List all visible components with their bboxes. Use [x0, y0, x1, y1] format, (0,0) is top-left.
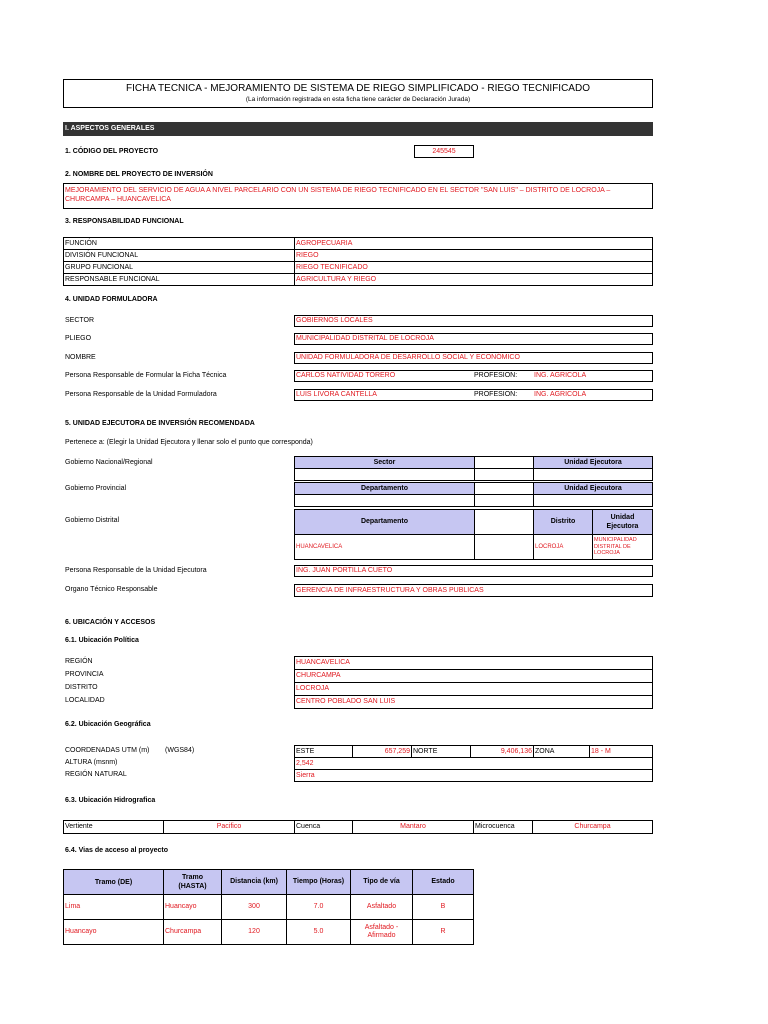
- resp-key: GRUPO FUNCIONAL: [64, 262, 295, 274]
- table-row: [64, 262, 653, 274]
- table-row: [295, 758, 653, 770]
- vias-estado: R: [413, 920, 474, 945]
- ue-ot-value: GERENCIA DE INFRAESTRUCTURA Y OBRAS PUBLICAS: [294, 584, 653, 597]
- uf-p1-prof-label: PROFESION:: [474, 372, 518, 379]
- ue-gn-head-sector: Sector: [295, 457, 475, 469]
- table-row: [64, 250, 653, 262]
- vias-hasta: Huancayo: [164, 895, 222, 920]
- ue-label: 5. UNIDAD EJECUTORA DE INVERSIÓN RECOMENDADA: [65, 420, 255, 427]
- geo-reg-label: REGIÓN NATURAL: [65, 771, 127, 778]
- uf-p2-prof-value: ING. AGRICOLA: [534, 391, 587, 398]
- table-cell: [295, 495, 475, 507]
- vias-table: [63, 869, 474, 945]
- hid-vert-value: Pacifico: [164, 821, 295, 834]
- table-row: [64, 238, 653, 250]
- uf-p1-prof-value: ING. AGRICOLA: [534, 372, 587, 379]
- table-cell: [475, 535, 534, 560]
- hid-cue-label: Cuenca: [295, 821, 353, 834]
- table-row: [295, 770, 653, 782]
- table-row: [295, 483, 653, 495]
- uf-label: 4. UNIDAD FORMULADORA: [65, 296, 158, 303]
- ue-gd-table: [294, 509, 653, 560]
- table-row: [295, 746, 653, 758]
- hid-table: [63, 820, 653, 834]
- geo-este-label: ESTE: [295, 746, 353, 758]
- hid-vert-label: Vertiente: [64, 821, 164, 834]
- ue-pr-value: ING. JUAN PORTILLA CUETO: [294, 565, 653, 577]
- ubic-hid-label: 6.3. Ubicación Hidrografica: [65, 797, 156, 804]
- ue-gd-head-dep: Departamento: [295, 510, 475, 535]
- pol-table: [294, 656, 653, 709]
- pol-provincia-label: PROVINCIA: [65, 671, 104, 678]
- ue-gp-label: Gobierno Provincial: [65, 485, 127, 492]
- pol-value: CENTRO POBLADO SAN LUIS: [295, 696, 653, 709]
- table-row: [64, 895, 474, 920]
- hid-mic-label: Microcuenca: [474, 821, 533, 834]
- uf-p1-value: CARLOS NATIVIDAD TORERO: [296, 372, 396, 379]
- geo-norte-label: NORTE: [412, 746, 471, 758]
- section-bar-aspectos: I. ASPECTOS GENERALES: [63, 122, 653, 136]
- uf-p2-prof-label: PROFESION:: [474, 391, 518, 398]
- vias-head-tiempo: Tiempo (Horas): [287, 870, 351, 895]
- resp-value: AGRICULTURA Y RIEGO: [295, 274, 653, 286]
- resp-label: 3. RESPONSABILIDAD FUNCIONAL: [65, 218, 184, 225]
- geo-table: [294, 745, 653, 782]
- resp-value: AGROPECUARIA: [295, 238, 653, 250]
- ue-note: Pertenece a: (Elegir la Unidad Ejecutora y llenar solo el punto que corresponda): [65, 439, 313, 446]
- geo-este-value: 657,259: [353, 746, 412, 758]
- geo-alt-label: ALTURA (msnm): [65, 759, 118, 766]
- page-subtitle: (La información registrada en esta ficha tiene carácter de Declaración Jurada): [245, 96, 471, 103]
- codigo-label: 1. CÓDIGO DEL PROYECTO: [65, 148, 159, 155]
- uf-pliego-label: PLIEGO: [65, 335, 92, 342]
- vias-head-tipo: Tipo de vía: [351, 870, 413, 895]
- pol-region-label: REGIÓN: [65, 658, 93, 665]
- table-row: [64, 274, 653, 286]
- table-row: [64, 870, 474, 895]
- vias-de: Lima: [64, 895, 164, 920]
- table-cell: [295, 469, 475, 481]
- ue-gd-head-ue: Unidad Ejecutora: [593, 510, 653, 535]
- ue-gp-head-dep: Departamento: [295, 483, 475, 495]
- uf-pliego-value: MUNICIPALIDAD DISTRITAL DE LOCROJA: [294, 333, 653, 345]
- page-title: FICHA TECNICA - MEJORAMIENTO DE SISTEMA DE RIEGO SIMPLIFICADO - RIEGO TECNIFICADO: [126, 83, 590, 94]
- ue-gp-head-ue: Unidad Ejecutora: [534, 483, 653, 495]
- vias-head-hasta: Tramo (HASTA): [164, 870, 222, 895]
- ue-gd-label: Gobierno Distrital: [65, 517, 120, 524]
- table-row: [295, 495, 653, 507]
- vias-head-estado: Estado: [413, 870, 474, 895]
- vias-estado: B: [413, 895, 474, 920]
- ue-gn-table: [294, 456, 653, 481]
- table-row: [295, 535, 653, 560]
- resp-key: FUNCIÓN: [64, 238, 295, 250]
- resp-table: [63, 237, 653, 286]
- codigo-value: 245545: [414, 145, 474, 158]
- uf-nombre-label: NOMBRE: [65, 354, 96, 361]
- vias-head-de: Tramo (DE): [64, 870, 164, 895]
- resp-key: RESPONSABLE FUNCIONAL: [64, 274, 295, 286]
- vias-tiempo: 5.0: [287, 920, 351, 945]
- ue-gn-label: Gobierno Nacional/Regional: [65, 459, 153, 466]
- table-row: [295, 469, 653, 481]
- ubic-vias-label: 6.4. Vias de acceso al proyecto: [65, 847, 168, 854]
- table-row: [64, 920, 474, 945]
- ue-gd-head-dis: Distrito: [534, 510, 593, 535]
- ue-gd-dep: HUANCAVELICA: [295, 535, 475, 560]
- ubic-label: 6. UBICACIÓN Y ACCESOS: [65, 619, 156, 626]
- table-cell: [534, 469, 653, 481]
- table-row: [295, 683, 653, 696]
- table-cell: [475, 469, 534, 481]
- ubic-pol-label: 6.1. Ubicación Política: [65, 637, 139, 644]
- uf-p1-label: Persona Responsable de Formular la Ficha Técnica: [65, 372, 227, 379]
- table-cell: [534, 495, 653, 507]
- vias-hasta: Churcampa: [164, 920, 222, 945]
- pol-value: LOCROJA: [295, 683, 653, 696]
- uf-sector-value: GOBIERNOS LOCALES: [294, 315, 653, 327]
- ue-gn-head-ue: Unidad Ejecutora: [534, 457, 653, 469]
- ue-gp-table: [294, 482, 653, 507]
- title-box: [63, 79, 653, 108]
- ubic-geo-label: 6.2. Ubicación Geográfica: [65, 721, 151, 728]
- table-row: [295, 657, 653, 670]
- geo-alt-value: 2,542: [295, 758, 653, 770]
- pol-value: HUANCAVELICA: [295, 657, 653, 670]
- uf-sector-label: SECTOR: [65, 317, 95, 324]
- ue-ot-label: Organo Técnico Responsable: [65, 586, 158, 593]
- table-row: [295, 510, 653, 535]
- nombre-label: 2. NOMBRE DEL PROYECTO DE INVERSIÓN: [65, 171, 213, 178]
- table-cell: [475, 510, 534, 535]
- table-row: [64, 821, 653, 834]
- vias-distancia: 300: [222, 895, 287, 920]
- ue-pr-label: Persona Responsable de la Unidad Ejecutora: [65, 567, 207, 574]
- table-row: [295, 696, 653, 709]
- table-cell: [475, 483, 534, 495]
- resp-value: RIEGO TECNIFICADO: [295, 262, 653, 274]
- vias-tipo: Asfaltado: [351, 895, 413, 920]
- geo-zona-value: 18 - M: [590, 746, 653, 758]
- geo-zona-label: ZONA: [534, 746, 590, 758]
- geo-norte-value: 9,406,136: [471, 746, 534, 758]
- resp-value: RIEGO: [295, 250, 653, 262]
- table-cell: [475, 457, 534, 469]
- uf-nombre-value: UNIDAD FORMULADORA DE DESARROLLO SOCIAL Y ECONÓMICO: [294, 352, 653, 364]
- ue-gd-dis: LOCROJA: [534, 535, 593, 560]
- resp-key: DIVISIÓN FUNCIONAL: [64, 250, 295, 262]
- pol-value: CHURCAMPA: [295, 670, 653, 683]
- table-row: [295, 457, 653, 469]
- table-cell: [475, 495, 534, 507]
- uf-p2-label: Persona Responsable de la Unidad Formuladora: [65, 391, 217, 398]
- vias-head-distancia: Distancia (km): [222, 870, 287, 895]
- pol-distrito-label: DISTRITO: [65, 684, 98, 691]
- geo-coord-label: COORDENADAS UTM (m): [65, 747, 150, 754]
- vias-distancia: 120: [222, 920, 287, 945]
- vias-de: Huancayo: [64, 920, 164, 945]
- vias-tiempo: 7.0: [287, 895, 351, 920]
- ue-gd-ue: MUNICIPALIDAD DISTRITAL DE LOCROJA: [593, 535, 653, 560]
- geo-reg-value: Sierra: [295, 770, 653, 782]
- uf-p2-value: LUIS LIVORA CANTELLA: [296, 391, 377, 398]
- vias-tipo: Asfaltado - Afirmado: [351, 920, 413, 945]
- hid-mic-value: Churcampa: [533, 821, 653, 834]
- hid-cue-value: Mantaro: [353, 821, 474, 834]
- table-row: [295, 670, 653, 683]
- geo-wgs-label: (WGS84): [165, 747, 195, 754]
- nombre-value: MEJORAMIENTO DEL SERVICIO DE AGUA A NIVEL PARCELARIO CON UN SISTEMA DE RIEGO TECNIFICADO EN EL SECTOR "SAN LUIS" – DISTRITO DE LOCROJA – CHURCAMPA – HUANCAVELICA: [63, 183, 653, 209]
- pol-localidad-label: LOCALIDAD: [65, 697, 105, 704]
